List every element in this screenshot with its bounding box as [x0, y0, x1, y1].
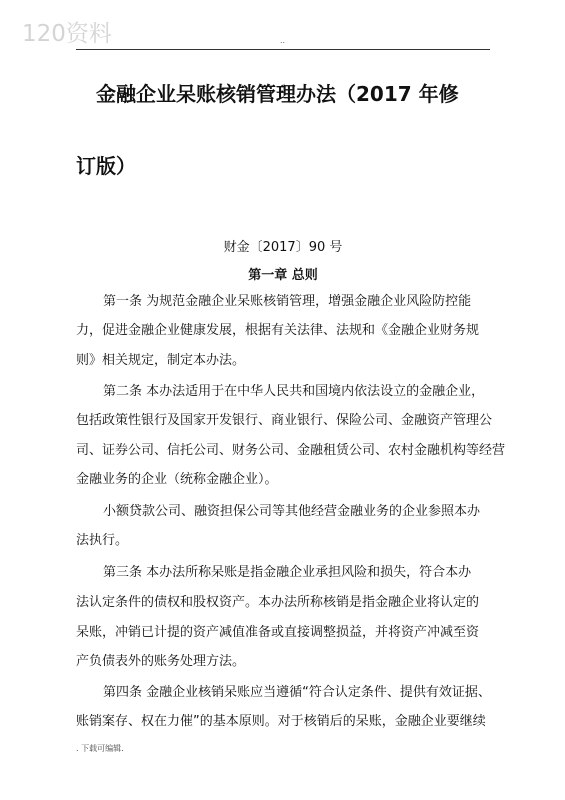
body-line: 法认定条件的债权和股权资产。本办法所称核销是指金融企业将认定的 [76, 595, 480, 610]
footer-note: . 下载可编辑. [76, 744, 124, 753]
watermark-logo: 120资料 [22, 21, 112, 47]
body-line: 法执行。 [76, 533, 129, 548]
chapter-heading: 第一章 总则 [248, 268, 318, 283]
body-line: 账销案存、权在力催”的基本原则。对于核销后的呆账，金融企业要继续 [76, 714, 486, 729]
body-line: 第二条 本办法适用于在中华人民共和国境内依法设立的金融企业， [103, 384, 485, 399]
body-line: 第一条 为规范金融企业呆账核销管理，增强金融企业风险防控能 [103, 294, 472, 309]
body-line: 力，促进金融企业健康发展，根据有关法律、法规和《金融企业财务规 [76, 323, 480, 338]
document-number: 财金〔2017〕90 号 [223, 240, 343, 255]
header-rule [76, 49, 490, 50]
body-line: 司、证券公司、信托公司、财务公司、金融租赁公司、农村金融机构等经营 [76, 443, 506, 458]
document-title-line-1: 金融企业呆账核销管理办法（2017 年修 [96, 82, 459, 106]
body-line: 产负债表外的账务处理方法。 [76, 654, 246, 669]
body-line: 金融业务的企业（统称金融企业）。 [76, 472, 278, 487]
body-line: 则》相关规定，制定本办法。 [76, 353, 246, 368]
body-line: 第四条 金融企业核销呆账应当遵循“符合认定条件、提供有效证据、 [103, 685, 491, 700]
body-line: 呆账，冲销已计提的资产减值准备或直接调整损益，并将资产冲减至资 [76, 625, 480, 640]
document-title-line-2: 订版） [76, 154, 136, 178]
body-line: 第三条 本办法所称呆账是指金融企业承担风险和损失，符合本办 [103, 565, 472, 580]
body-line: 小额贷款公司、融资担保公司等其他经营金融业务的企业参照本办 [103, 504, 481, 519]
header-mark: .. [280, 36, 286, 45]
body-line: 包括政策性银行及国家开发银行、商业银行、保险公司、金融资产管理公 [76, 413, 493, 428]
